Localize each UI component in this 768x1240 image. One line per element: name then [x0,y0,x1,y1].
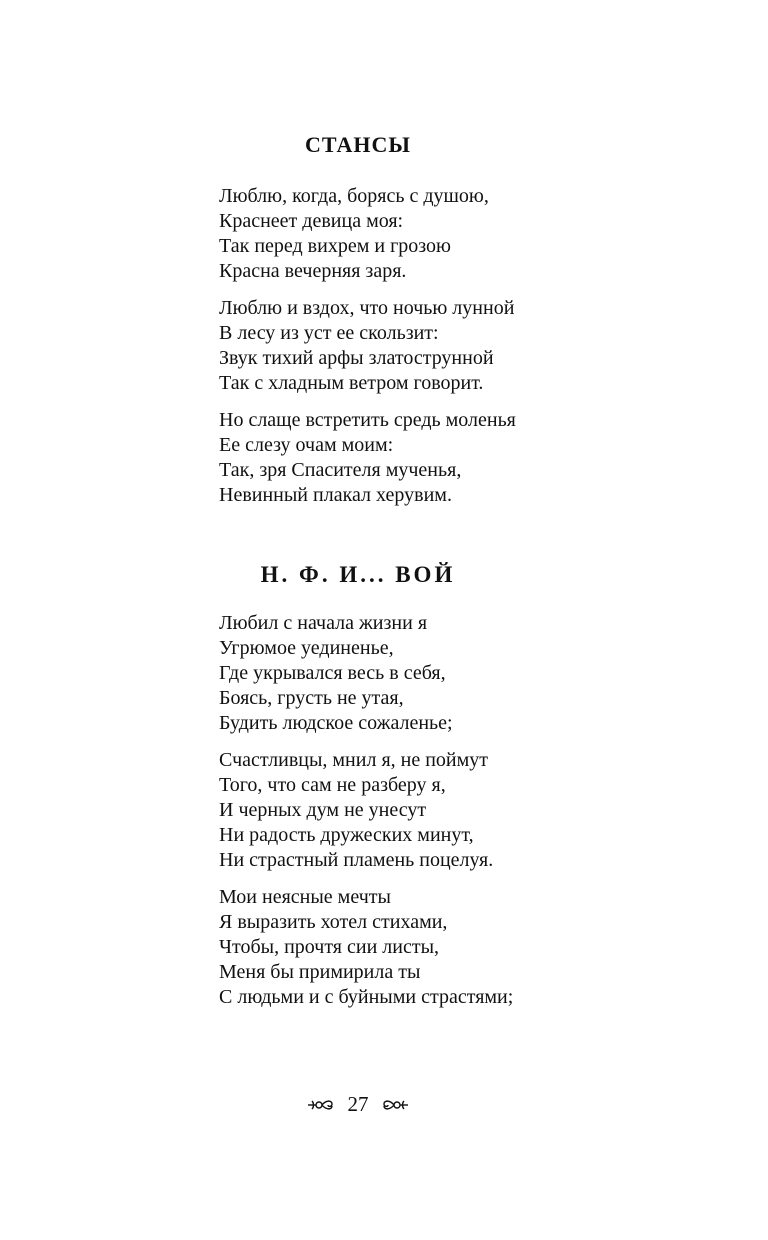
page-number: 27 [347,1092,369,1117]
verse-line: Красна вечерняя заря. [219,260,407,282]
poem-stansy [219,184,639,520]
stanza [219,184,639,284]
verse-line: Так перед вихрем и грозою [219,235,451,257]
verse-line: Так, зря Спасителя мученья, [219,459,462,481]
verse-line: Угрюмое уединенье, [219,637,394,659]
stanza [219,885,639,1010]
stanza [219,611,639,736]
stanza [219,296,639,396]
verse-line: Я выразить хотел стихами, [219,911,448,933]
verse-line: Чтобы, прочтя сии листы, [219,936,440,958]
poem-title-stansy: СТАНСЫ [305,132,411,157]
poem-nfi [219,611,639,1022]
verse-line: Люблю, когда, борясь с душою, [219,185,489,207]
verse-line: Ни радость дружеских минут, [219,824,474,846]
verse-line: Звук тихий арфы златострунной [219,347,494,369]
fleuron-left-icon [306,1095,336,1113]
verse-line: Любил с начала жизни я [219,612,428,634]
verse-line: И черных дум не унесут [219,799,427,821]
verse-line: Но слаще встретить средь моленья [219,409,516,431]
verse-line: Того, что сам не разберу я, [219,774,446,796]
verse-line: Невинный плакал херувим. [219,484,452,506]
verse-line: Меня бы примирила ты [219,961,421,983]
poem-title-nfi: Н. Ф. И... ВОЙ [260,562,456,587]
verse-line: Люблю и вздох, что ночью лунной [219,297,515,319]
verse-line: Счастливцы, мнил я, не поймут [219,749,489,771]
stanza [219,408,639,508]
verse-line: Ни страстный пламень поцелуя. [219,849,494,871]
fleuron-right-icon [380,1095,410,1113]
verse-line: Так с хладным ветром говорит. [219,372,484,394]
verse-line: Мои неясные мечты [219,886,391,908]
verse-line: Где укрывался весь в себя, [219,662,446,684]
verse-line: В лесу из уст ее скользит: [219,322,439,344]
stanza [219,748,639,873]
verse-line: Боясь, грусть не утая, [219,687,404,709]
verse-line: Будить людское сожаленье; [219,712,453,734]
verse-line: С людьми и с буйными страстями; [219,986,514,1008]
verse-line: Ее слезу очам моим: [219,434,394,456]
verse-line: Краснеет девица моя: [219,210,404,232]
page-footer [0,1090,716,1116]
